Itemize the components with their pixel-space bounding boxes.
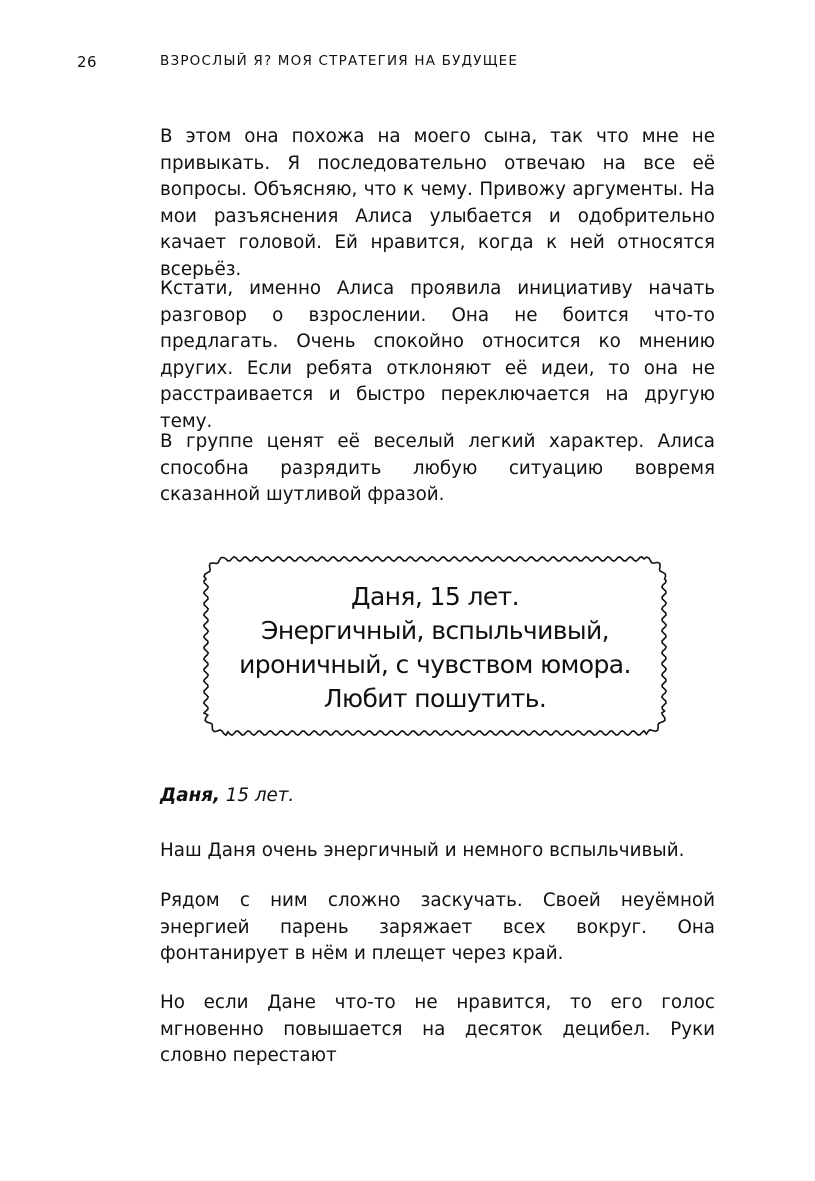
- paragraph-text: Кстати, именно Алиса проявила инициативу начать разговор о взрослении. Она не боится что-то предлагать. Очень спокойно относится ко мнению других. Если ребята отклоняют её идеи, то она не расстраивается и быстро переключается на другую тему.: [160, 278, 715, 432]
- paragraph-text: Наш Даня очень энергичный и немного вспыльчивый.: [160, 840, 685, 861]
- person-age: 15 лет.: [219, 785, 295, 806]
- paragraph-text: Но если Дане что-то не нравится, то его голос мгновенно повышается на десяток децибел. Руки словно перестают: [160, 992, 715, 1066]
- paragraph-text: Рядом с ним сложно заскучать. Своей неуёмной энергией парень заряжает всех вокруг. Она фонтанирует в нём и плещет через край.: [160, 890, 715, 964]
- paragraph: [160, 838, 715, 865]
- page-number: 26: [77, 53, 98, 71]
- paragraph: [160, 276, 715, 435]
- callout-line: ироничный, с чувством юмора.: [239, 650, 631, 679]
- page-header: [0, 53, 815, 77]
- callout-text: [200, 580, 670, 716]
- callout-line: Даня, 15 лет.: [351, 582, 519, 611]
- character-callout-box: [200, 553, 670, 739]
- paragraph: [160, 124, 715, 283]
- paragraph: [160, 990, 715, 1070]
- callout-line: Любит пошутить.: [323, 684, 547, 713]
- paragraph-text: В этом она похожа на моего сына, так что мне не привыкать. Я последовательно отвечаю на все её вопросы. Объясняю, что к чему. Привожу аргументы. На мои разъяснения Алиса улыбается и одобрительно качает головой. Ей нравится, когда к ней относятся всерьёз.: [160, 126, 715, 280]
- paragraph: [160, 888, 715, 968]
- person-heading: [160, 785, 294, 806]
- person-name: Даня,: [160, 785, 220, 806]
- paragraph: [160, 429, 715, 509]
- callout-line: Энергичный, вспыльчивый,: [261, 616, 609, 645]
- paragraph-text: В группе ценят её веселый легкий характер. Алиса способна разрядить любую ситуацию вовремя сказанной шутливой фразой.: [160, 431, 715, 505]
- running-title: ВЗРОСЛЫЙ Я? МОЯ СТРАТЕГИЯ НА БУДУЩЕЕ: [160, 53, 519, 69]
